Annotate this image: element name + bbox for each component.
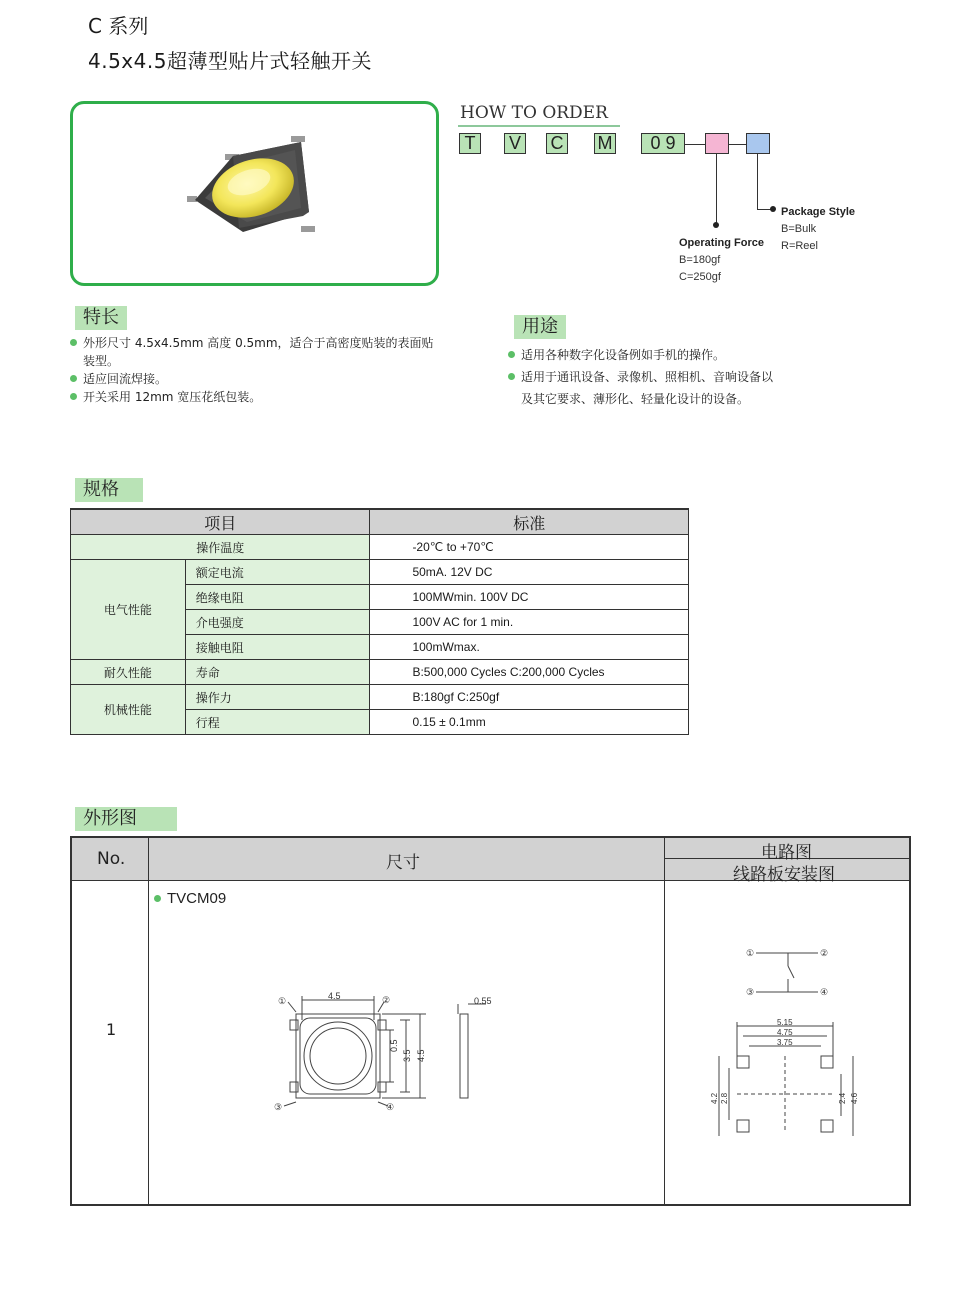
uses-item: 适用于通讯设备、录像机、照相机、音响设备以 — [508, 368, 773, 386]
package-leader-line — [757, 209, 771, 210]
spec-value: 100MWmin. 100V DC — [370, 585, 689, 610]
outline-header-pcb: 线路板安装图 — [733, 865, 835, 885]
outline-col-divider — [148, 838, 149, 1204]
pcb-dim-p1: 5.15 — [777, 1018, 793, 1027]
outline-row-no: 1 — [106, 1020, 117, 1039]
bullet-icon — [70, 375, 77, 382]
pin-2: ② — [382, 995, 391, 1005]
order-code-c: C — [546, 133, 568, 154]
features-title: 特长 — [75, 306, 127, 330]
pcb-dim-p3: 3.75 — [777, 1038, 793, 1047]
pin-3: ③ — [274, 1102, 283, 1112]
spec-header-row — [71, 509, 689, 535]
product-photo-frame — [70, 101, 439, 286]
features-item: 外形尺寸 4.5x4.5mm 高度 0.5mm，适合于高密度贴装的表面贴 — [70, 334, 434, 352]
circuit-pin-1: ① — [746, 948, 755, 958]
package-style-r: R=Reel — [781, 240, 818, 252]
package-leader-dot — [770, 206, 776, 212]
features-item-cont: 装型。 — [83, 354, 120, 368]
how-to-order-title: HOW TO ORDER — [460, 103, 608, 123]
operating-force-label: Operating Force — [679, 237, 764, 249]
pcb-dim-v4: 4.6 — [850, 1092, 859, 1104]
pcb-dim-v1: 4.2 — [710, 1092, 719, 1104]
table-row — [71, 660, 689, 685]
spec-label: 寿命 — [185, 660, 370, 685]
spec-value: 50mA. 12V DC — [370, 560, 689, 585]
circuit-pin-2: ② — [820, 948, 829, 958]
dimension-drawing — [270, 990, 510, 1130]
order-code-09: 0 9 — [641, 133, 685, 154]
spec-value: 100mWmax. — [370, 635, 689, 660]
spec-value: 0.15 ± 0.1mm — [370, 710, 689, 735]
spec-label: 操作温度 — [71, 535, 370, 560]
dim-w: 4.5 — [328, 991, 341, 1001]
outline-header-size: 尺寸 — [386, 853, 420, 873]
spec-label: 额定电流 — [185, 560, 370, 585]
package-style-b: B=Bulk — [781, 223, 817, 235]
product-title: 4.5x4.5超薄型贴片式轻触开关 — [88, 49, 372, 73]
operating-force-note — [679, 235, 764, 286]
spec-label: 接触电阻 — [185, 635, 370, 660]
force-leader-line — [716, 154, 717, 224]
outline-title: 外形图 — [75, 807, 177, 831]
outline-model: TVCM09 — [154, 890, 226, 907]
spec-value: B:180gf C:250gf — [370, 685, 689, 710]
spec-label: 行程 — [185, 710, 370, 735]
dim-h3: 4.5 — [416, 1049, 426, 1062]
dim-h2: 3.5 — [402, 1049, 412, 1062]
circuit-diagram — [744, 944, 854, 1004]
spec-value: 100V AC for 1 min. — [370, 610, 689, 635]
pcb-layout-drawing — [705, 1016, 865, 1146]
spec-value: B:500,000 Cycles C:200,000 Cycles — [370, 660, 689, 685]
outline-header-circuit: 电路图 — [761, 843, 812, 863]
pcb-dim-v3: 2.4 — [838, 1092, 847, 1104]
outline-col-divider — [664, 838, 665, 1204]
order-connector — [729, 144, 746, 145]
order-code-t: T — [459, 133, 481, 154]
order-connector — [685, 144, 705, 145]
uses-item: 适用各种数字化设备例如手机的操作。 — [508, 346, 725, 364]
package-leader-line — [757, 154, 758, 210]
spec-header-std: 标准 — [370, 509, 689, 535]
pin-1: ① — [278, 996, 287, 1006]
operating-force-b: B=180gf — [679, 254, 721, 266]
circuit-pin-4: ④ — [820, 987, 829, 997]
uses-item-cont: 及其它要求、薄形化、轻量化设计的设备。 — [521, 392, 750, 406]
bullet-icon — [70, 393, 77, 400]
spec-group: 耐久性能 — [71, 660, 186, 685]
pcb-dim-p2: 4.75 — [777, 1028, 793, 1037]
spec-label: 操作力 — [185, 685, 370, 710]
bullet-icon — [508, 373, 515, 380]
spec-label: 绝缘电阻 — [185, 585, 370, 610]
dim-h1: 0.5 — [389, 1039, 399, 1052]
spec-value: -20℃ to +70℃ — [370, 535, 689, 560]
order-package-box — [746, 133, 770, 154]
package-style-note — [781, 204, 855, 255]
spec-header-item: 项目 — [71, 509, 370, 535]
features-item: 适应回流焊接。 — [70, 370, 167, 388]
package-style-label: Package Style — [781, 206, 855, 218]
spec-table — [70, 508, 689, 735]
force-leader-dot — [713, 222, 719, 228]
order-force-box — [705, 133, 729, 154]
outline-header-no: No. — [97, 849, 126, 869]
series-title: C 系列 — [88, 14, 149, 38]
features-item: 开关采用 12mm 宽压花纸包装。 — [70, 388, 261, 406]
circuit-pin-3: ③ — [746, 987, 755, 997]
table-row — [71, 560, 689, 585]
operating-force-c: C=250gf — [679, 271, 721, 283]
product-photo — [73, 104, 436, 283]
spec-group: 机械性能 — [71, 685, 186, 735]
spec-group: 电气性能 — [71, 560, 186, 660]
order-code-v: V — [504, 133, 526, 154]
table-row — [71, 535, 689, 560]
spec-title: 规格 — [75, 478, 143, 502]
bullet-icon — [154, 895, 161, 902]
pin-4: ④ — [386, 1102, 395, 1112]
spec-label: 介电强度 — [185, 610, 370, 635]
bullet-icon — [70, 339, 77, 346]
order-code-m: M — [594, 133, 616, 154]
bullet-icon — [508, 351, 515, 358]
dim-t: 0.55 — [474, 996, 492, 1006]
table-row — [71, 685, 689, 710]
uses-title: 用途 — [514, 315, 566, 339]
pcb-dim-v2: 2.8 — [720, 1092, 729, 1104]
how-to-order-underline — [458, 125, 620, 127]
